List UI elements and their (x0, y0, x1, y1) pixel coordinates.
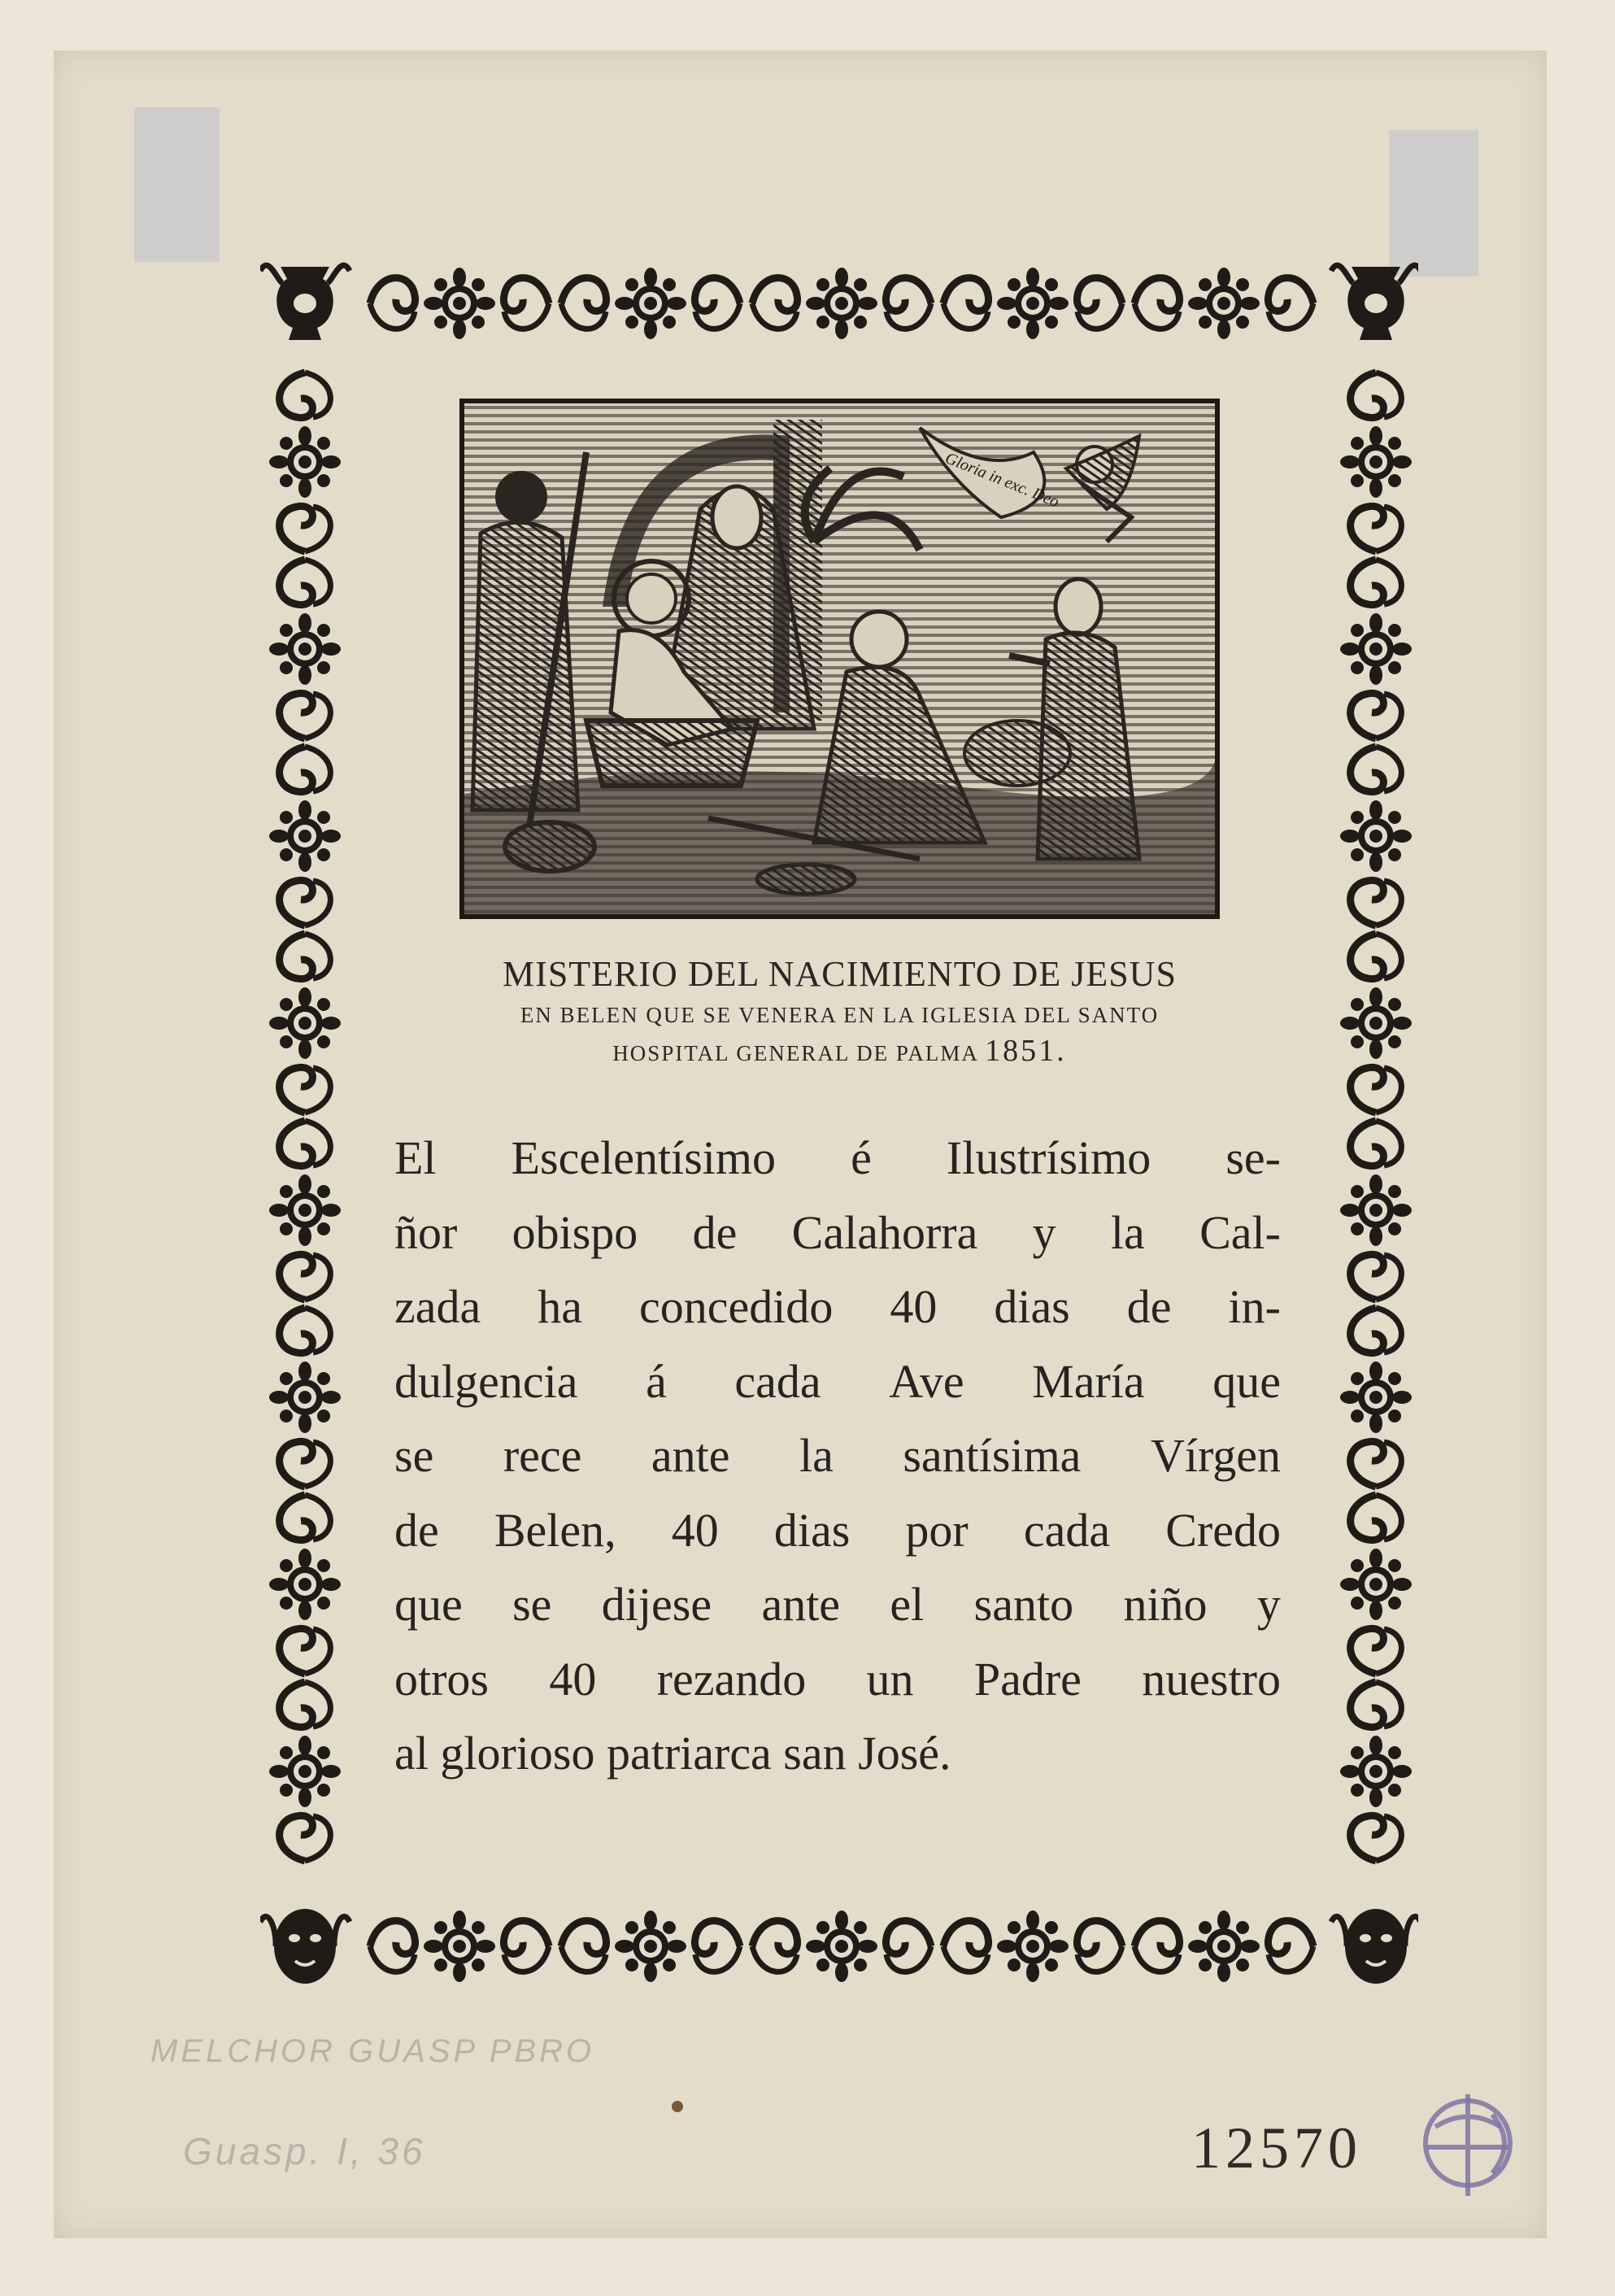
text-word: la (799, 1429, 834, 1482)
nativity-woodcut (459, 399, 1220, 919)
text-word: el (890, 1578, 925, 1631)
text-word: Ilustrísimo (946, 1131, 1151, 1184)
text-word: dias (994, 1280, 1070, 1333)
text-word: Credo (1165, 1503, 1281, 1557)
text-word: rezando (656, 1652, 807, 1706)
text-word: El (394, 1131, 437, 1184)
title-line-3 (423, 1033, 1256, 1071)
text-word: 40 (549, 1652, 597, 1706)
text-word: de (1126, 1280, 1172, 1333)
text-line (394, 1270, 1281, 1344)
text-word: ante (761, 1578, 841, 1631)
nativity-scene-svg (464, 403, 1215, 914)
text-word: 40 (671, 1503, 719, 1557)
text-word: in- (1228, 1280, 1281, 1333)
text-word: santo (973, 1578, 1074, 1631)
text-line (394, 1121, 1281, 1196)
text-word: é (851, 1131, 872, 1184)
text-word: niño (1123, 1578, 1208, 1631)
ink-spot (672, 2101, 683, 2112)
title-year: 1851. (985, 1034, 1067, 1068)
text-word: cada (734, 1354, 821, 1408)
text-word: se (512, 1578, 552, 1631)
text-word: Cal- (1199, 1205, 1281, 1259)
text-word: zada (394, 1280, 481, 1333)
text-word: Padre (973, 1652, 1082, 1706)
tape-right (1389, 130, 1478, 277)
text-word: Vírgen (1150, 1429, 1281, 1482)
text-word: 40 (890, 1280, 938, 1333)
text-line (394, 1567, 1281, 1642)
pencil-note-1: MELCHOR GUASP PBRO (150, 2033, 595, 2069)
text-word: María (1032, 1354, 1145, 1408)
title-line-2: EN BELEN QUE SE VENERA EN LA IGLESIA DEL SANTO (520, 1003, 1160, 1027)
text-word: dulgencia (394, 1354, 578, 1408)
text-word: concedido (638, 1280, 834, 1333)
text-word: y (1032, 1205, 1056, 1259)
text-word: ñor (394, 1205, 458, 1259)
pencil-note-2: Guasp. I, 36 (183, 2130, 426, 2172)
tape-left (134, 107, 220, 262)
text-word: obispo (511, 1205, 638, 1259)
indulgence-text (394, 1121, 1281, 1791)
text-word: Calahorra (791, 1205, 978, 1259)
text-word: de (394, 1503, 439, 1557)
text-word: ante (651, 1429, 730, 1482)
text-word: Escelentísimo (511, 1131, 776, 1184)
text-word: Belen, (494, 1503, 616, 1557)
text-word: dijese (601, 1578, 712, 1631)
text-word: á (646, 1354, 667, 1408)
text-word: se- (1225, 1131, 1281, 1184)
library-stamp (1403, 2082, 1533, 2204)
text-word: se (394, 1429, 434, 1482)
text-line (394, 1716, 1281, 1791)
text-line (394, 1493, 1281, 1568)
engraving-banner-text: Gloria in exc. Deo (942, 449, 1062, 512)
text-word: y (1256, 1578, 1281, 1631)
text-word: rece (503, 1429, 582, 1482)
text-line (394, 1642, 1281, 1717)
catalog-number: 12570 (1191, 2115, 1362, 2181)
title-line-3-text: HOSPITAL GENERAL DE PALMA (612, 1041, 978, 1065)
text-word: santísima (903, 1429, 1082, 1482)
text-word: que (1212, 1354, 1281, 1408)
text-line (394, 1196, 1281, 1270)
text-line (394, 1344, 1281, 1419)
text-word: de (692, 1205, 738, 1259)
title-line-1: MISTERIO DEL NACIMIENTO DE JESUS (503, 954, 1177, 994)
text-word: que (394, 1578, 463, 1631)
text-word: la (1110, 1205, 1145, 1259)
text-word: un (866, 1652, 914, 1706)
text-word: ha (538, 1280, 582, 1333)
text-word: dias (773, 1503, 851, 1557)
text-word: al glorioso patriarca san José. (394, 1727, 951, 1780)
text-word: otros (394, 1652, 489, 1706)
text-word: cada (1023, 1503, 1111, 1557)
text-word: nuestro (1142, 1652, 1281, 1706)
text-line (394, 1418, 1281, 1493)
text-word: por (905, 1503, 969, 1557)
text-word: Ave (889, 1354, 964, 1408)
document-title (423, 952, 1256, 1071)
